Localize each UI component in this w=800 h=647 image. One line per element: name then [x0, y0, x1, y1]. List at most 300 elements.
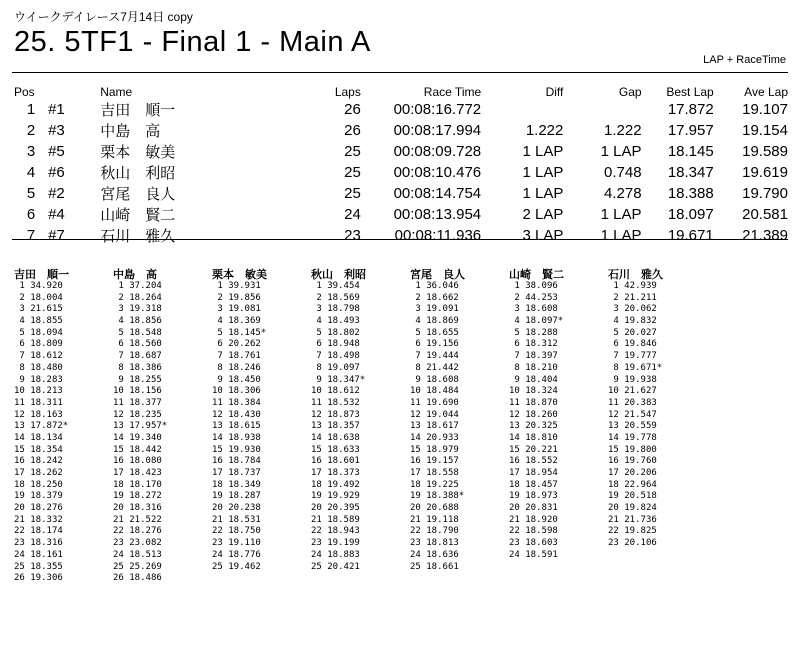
lap-time-value: 18.430	[228, 409, 261, 420]
lap-number: 2	[14, 292, 31, 303]
lap-time-value: 19.118	[426, 514, 459, 525]
lap-number: 13	[14, 421, 31, 432]
lap-number: 5	[608, 327, 625, 338]
lap-time-entry	[113, 293, 213, 305]
lap-time-entry	[212, 421, 312, 433]
lap-number: 8	[311, 362, 328, 373]
lap-time-value: 18.163	[30, 409, 63, 420]
lap-number: 24	[509, 549, 526, 560]
lap-time-entry	[212, 526, 312, 538]
lap-time-entry	[410, 339, 510, 351]
lap-time-value: 19.444	[426, 351, 459, 362]
lap-number: 2	[509, 292, 526, 303]
lap-number: 1	[113, 281, 130, 291]
diff-cell: 1 LAP	[522, 143, 564, 160]
best-lap-cell: 17.872	[667, 101, 714, 118]
lap-time-entry	[113, 281, 213, 293]
lap-number: 11	[212, 397, 229, 408]
lap-number: 23	[410, 538, 427, 549]
lap-number: 17	[14, 468, 31, 478]
lap-time-value: 17.872*	[30, 421, 69, 432]
lap-time-entry	[410, 550, 510, 562]
lap-time-value: 20.206	[624, 468, 657, 478]
lap-time-entry	[113, 316, 213, 328]
lap-number: 15	[113, 444, 130, 455]
lap-number: 7	[212, 351, 229, 362]
lap-number: 9	[410, 374, 427, 385]
lap-time-value: 19.462	[228, 561, 261, 572]
lap-time-value: 18.246	[228, 362, 261, 373]
lap-time-entry	[14, 562, 114, 574]
lap-time-entry	[509, 503, 609, 515]
lap-number: 25	[410, 561, 427, 572]
lap-time-value: 18.486	[129, 573, 162, 584]
lap-time-value: 18.145*	[228, 327, 267, 338]
lap-number: 20	[608, 503, 625, 514]
lap-number: 6	[14, 339, 31, 350]
lap-time-value: 18.776	[228, 549, 261, 560]
lap-time-value: 23.082	[129, 538, 162, 549]
lap-number: 23	[14, 538, 31, 549]
lap-time-value: 19.856	[228, 292, 261, 303]
laps-cell: 24	[344, 206, 361, 223]
lap-time-value: 19.825	[624, 526, 657, 537]
event-subtitle: ウイークデイレース7月14日 copy	[14, 10, 193, 24]
lap-time-value: 18.386	[129, 362, 162, 373]
lap-time-entry	[608, 304, 708, 316]
lap-time-entry	[14, 410, 114, 422]
lap-time-entry	[410, 363, 510, 375]
lap-time-entry	[113, 410, 213, 422]
lap-time-value: 21.627	[624, 386, 657, 397]
lap-time-entry	[212, 550, 312, 562]
lap-time-entry	[14, 550, 114, 562]
lap-time-entry	[608, 386, 708, 398]
col-diff: Diff	[545, 84, 564, 99]
lap-number: 24	[14, 549, 31, 560]
ave-lap-cell: 19.154	[742, 122, 788, 139]
lap-time-entry	[410, 445, 510, 457]
lap-time-value: 19.044	[426, 409, 459, 420]
lap-column	[212, 266, 312, 573]
lap-number: 24	[212, 549, 229, 560]
lap-time-entry	[509, 351, 609, 363]
lap-number: 13	[212, 421, 229, 432]
lap-number: 3	[608, 304, 625, 315]
lap-time-value: 19.225	[426, 479, 459, 490]
lap-time-entry	[509, 515, 609, 527]
diff-cell: 1.222	[525, 122, 564, 139]
lap-time-entry	[509, 316, 609, 328]
lap-time-value: 18.480	[30, 362, 63, 373]
race-time-cell: 00:08:16.772	[393, 101, 482, 118]
diff-cell: 2 LAP	[522, 206, 564, 223]
lap-number: 15	[608, 444, 625, 455]
lap-time-entry	[410, 526, 510, 538]
lap-time-value: 20.518	[624, 491, 657, 502]
lap-number: 16	[14, 456, 31, 467]
lap-number: 15	[14, 444, 31, 455]
lap-time-value: 18.612	[327, 386, 360, 397]
lap-number: 9	[113, 374, 130, 385]
lap-time-entry	[410, 503, 510, 515]
car-number-cell: #3	[48, 122, 65, 139]
lap-number: 4	[14, 316, 31, 327]
lap-number: 19	[14, 491, 31, 502]
lap-time-entry	[212, 445, 312, 457]
lap-number: 16	[509, 456, 526, 467]
lap-number: 16	[311, 456, 328, 467]
lap-number: 19	[311, 491, 328, 502]
lap-time-value: 20.062	[624, 304, 657, 315]
lap-time-entry	[608, 293, 708, 305]
lap-time-entry	[311, 421, 411, 433]
results-row	[14, 183, 788, 204]
race-time-cell: 00:08:17.994	[393, 122, 482, 139]
lap-time-value: 19.824	[624, 503, 657, 514]
driver-name-cell: 吉田 順一	[100, 102, 176, 119]
lap-time-entry	[509, 304, 609, 316]
pos-cell: 2	[26, 122, 36, 139]
lap-time-entry	[608, 339, 708, 351]
lap-number: 17	[311, 468, 328, 478]
lap-time-value: 18.979	[426, 444, 459, 455]
lap-time-value: 18.260	[525, 409, 558, 420]
lap-time-entry	[509, 468, 609, 480]
lap-number: 12	[113, 409, 130, 420]
lap-number: 20	[410, 503, 427, 514]
lap-time-value: 20.221	[525, 444, 558, 455]
lap-time-entry	[509, 538, 609, 550]
lap-time-entry	[311, 468, 411, 480]
lap-number: 2	[113, 292, 130, 303]
lap-time-entry	[14, 456, 114, 468]
lap-time-entry	[410, 375, 510, 387]
lap-time-value: 18.134	[30, 432, 63, 443]
lap-time-entry	[14, 421, 114, 433]
best-lap-cell: 18.347	[667, 164, 714, 181]
lap-number: 14	[311, 432, 328, 443]
lap-time-entry	[608, 316, 708, 328]
lap-time-entry	[14, 573, 114, 585]
lap-number: 1	[14, 281, 31, 291]
results-row	[14, 120, 788, 141]
lap-time-entry	[212, 281, 312, 293]
lap-number: 20	[311, 503, 328, 514]
lap-time-value: 18.442	[129, 444, 162, 455]
lap-number: 14	[509, 432, 526, 443]
lap-time-value: 18.423	[129, 468, 162, 478]
car-number-cell: #6	[48, 164, 65, 181]
lap-number: 15	[509, 444, 526, 455]
lap-number: 21	[509, 514, 526, 525]
lap-time-value: 18.869	[426, 316, 459, 327]
lap-time-value: 20.238	[228, 503, 261, 514]
lap-number: 6	[608, 339, 625, 350]
lap-number: 15	[410, 444, 427, 455]
lap-number: 25	[14, 561, 31, 572]
lap-time-value: 18.802	[327, 327, 360, 338]
lap-number: 18	[410, 479, 427, 490]
lap-number: 11	[410, 397, 427, 408]
lap-number: 17	[212, 468, 229, 478]
lap-number: 13	[410, 421, 427, 432]
lap-time-value: 22.964	[624, 479, 657, 490]
lap-time-entry	[212, 328, 312, 340]
lap-time-entry	[410, 386, 510, 398]
best-lap-cell: 19.671	[667, 227, 714, 244]
col-number	[48, 84, 100, 99]
lap-number: 6	[410, 339, 427, 350]
lap-time-value: 19.492	[327, 479, 360, 490]
lap-time-entry	[212, 386, 312, 398]
lap-time-value: 18.790	[426, 526, 459, 537]
lap-time-entry	[212, 363, 312, 375]
lap-number: 8	[608, 362, 625, 373]
col-ave-lap: Ave Lap	[744, 84, 788, 99]
lap-time-entry	[212, 562, 312, 574]
results-table	[14, 84, 788, 246]
lap-time-value: 18.633	[327, 444, 360, 455]
lap-time-entry	[509, 433, 609, 445]
diff-cell: 1 LAP	[522, 164, 564, 181]
laps-cell: 25	[344, 143, 361, 160]
driver-name-cell: 山崎 賢二	[100, 207, 176, 224]
lap-time-entry	[212, 538, 312, 550]
lap-number: 6	[212, 339, 229, 350]
lap-number: 21	[311, 514, 328, 525]
lap-time-entry	[410, 410, 510, 422]
lap-time-entry	[212, 375, 312, 387]
lap-time-entry	[410, 281, 510, 293]
lap-time-value: 19.690	[426, 397, 459, 408]
lap-number: 11	[113, 397, 130, 408]
lap-time-value: 18.354	[30, 444, 63, 455]
lap-time-entry	[509, 386, 609, 398]
lap-time-value: 18.601	[327, 456, 360, 467]
lap-time-entry	[14, 445, 114, 457]
lap-time-value: 18.312	[525, 339, 558, 350]
lap-time-value: 18.255	[129, 374, 162, 385]
lap-time-entry	[311, 550, 411, 562]
lap-time-entry	[410, 304, 510, 316]
lap-time-entry	[113, 503, 213, 515]
lap-number: 24	[410, 549, 427, 560]
lap-number: 22	[14, 526, 31, 537]
lap-number: 6	[311, 339, 328, 350]
race-time-cell: 00:08:13.954	[393, 206, 482, 223]
lap-number: 23	[113, 538, 130, 549]
lap-time-value: 18.687	[129, 351, 162, 362]
lap-time-value: 20.395	[327, 503, 360, 514]
lap-time-entry	[14, 363, 114, 375]
lap-time-entry	[113, 562, 213, 574]
results-row	[14, 162, 788, 183]
lap-time-value: 18.558	[426, 468, 459, 478]
lap-time-entry	[212, 339, 312, 351]
lap-time-value: 18.603	[525, 538, 558, 549]
lap-time-entry	[608, 421, 708, 433]
lap-number: 6	[509, 339, 526, 350]
lap-column-driver: 吉田 順一	[14, 269, 69, 281]
lap-number: 1	[608, 281, 625, 291]
lap-number: 21	[410, 514, 427, 525]
lap-number: 16	[608, 456, 625, 467]
lap-time-value: 19.081	[228, 304, 261, 315]
ave-lap-cell: 21.389	[742, 227, 788, 244]
lap-number: 19	[410, 491, 427, 502]
lap-time-value: 19.199	[327, 538, 360, 549]
lap-number: 14	[113, 432, 130, 443]
lap-number: 10	[14, 386, 31, 397]
lap-number: 10	[608, 386, 625, 397]
lap-time-value: 19.777	[624, 351, 657, 362]
lap-time-value: 18.617	[426, 421, 459, 432]
lap-time-value: 18.608	[525, 304, 558, 315]
lap-time-value: 19.846	[624, 339, 657, 350]
driver-name-cell: 栗本 敏美	[100, 144, 176, 161]
lap-number: 18	[608, 479, 625, 490]
col-pos: Pos	[14, 84, 35, 99]
lap-time-entry	[311, 503, 411, 515]
lap-time-entry	[311, 375, 411, 387]
lap-time-value: 20.027	[624, 327, 657, 338]
page-title: 25. 5TF1 - Final 1 - Main A	[14, 26, 371, 58]
results-row	[14, 141, 788, 162]
lap-time-value: 18.004	[30, 292, 63, 303]
lap-number: 17	[509, 468, 526, 478]
lap-time-entry	[311, 363, 411, 375]
lap-time-value: 18.272	[129, 491, 162, 502]
pos-cell: 7	[26, 227, 36, 244]
lap-time-entry	[113, 398, 213, 410]
lap-number: 17	[608, 468, 625, 478]
lap-number: 3	[14, 304, 31, 315]
lap-time-value: 18.612	[30, 351, 63, 362]
lap-number: 10	[311, 386, 328, 397]
lap-time-entry	[410, 421, 510, 433]
lap-time-entry	[608, 433, 708, 445]
lap-number: 20	[212, 503, 229, 514]
lap-time-value: 18.250	[30, 479, 63, 490]
lap-number: 20	[509, 503, 526, 514]
lap-number: 8	[14, 362, 31, 373]
lap-number: 14	[410, 432, 427, 443]
lap-time-value: 18.306	[228, 386, 261, 397]
lap-time-value: 19.778	[624, 432, 657, 443]
lap-time-entry	[113, 468, 213, 480]
lap-time-value: 18.094	[30, 327, 63, 338]
lap-time-entry	[311, 445, 411, 457]
car-number-cell: #7	[48, 227, 65, 244]
best-lap-cell: 18.097	[667, 206, 714, 223]
lap-time-value: 18.384	[228, 397, 261, 408]
lap-time-value: 18.655	[426, 327, 459, 338]
lap-time-value: 18.589	[327, 514, 360, 525]
lap-time-value: 18.598	[525, 526, 558, 537]
diff-cell: 1 LAP	[522, 185, 564, 202]
lap-number: 1	[509, 281, 526, 291]
lap-time-value: 18.662	[426, 292, 459, 303]
lap-time-entry	[509, 410, 609, 422]
lap-time-entry	[113, 538, 213, 550]
lap-time-value: 18.287	[228, 491, 261, 502]
lap-time-entry	[608, 503, 708, 515]
lap-time-value: 18.591	[525, 549, 558, 560]
gap-cell	[563, 99, 641, 120]
gap-cell: 0.748	[604, 164, 642, 181]
lap-time-entry	[212, 410, 312, 422]
lap-number: 18	[14, 479, 31, 490]
lap-number: 4	[410, 316, 427, 327]
gap-cell: 4.278	[604, 185, 642, 202]
lap-time-entry	[311, 328, 411, 340]
lap-time-value: 18.954	[525, 468, 558, 478]
lap-number: 16	[113, 456, 130, 467]
lap-time-value: 18.870	[525, 397, 558, 408]
lap-time-value: 18.798	[327, 304, 360, 315]
results-divider	[12, 239, 788, 240]
lap-time-value: 20.383	[624, 397, 657, 408]
lap-time-entry	[608, 515, 708, 527]
lap-time-value: 18.156	[129, 386, 162, 397]
lap-time-value: 18.288	[525, 327, 558, 338]
lap-time-entry	[311, 293, 411, 305]
lap-time-entry	[509, 398, 609, 410]
lap-time-entry	[509, 328, 609, 340]
lap-number: 5	[212, 327, 229, 338]
lap-time-value: 18.484	[426, 386, 459, 397]
lap-time-entry	[410, 515, 510, 527]
lap-time-entry	[113, 456, 213, 468]
lap-time-value: 20.688	[426, 503, 459, 514]
lap-number: 11	[14, 397, 31, 408]
lap-time-entry	[608, 456, 708, 468]
lap-number: 13	[509, 421, 526, 432]
lap-number: 7	[14, 351, 31, 362]
laps-cell: 26	[344, 122, 361, 139]
lap-number: 11	[311, 397, 328, 408]
lap-time-entry	[608, 281, 708, 293]
lap-time-entry	[212, 515, 312, 527]
lap-number: 23	[509, 538, 526, 549]
lap-number: 23	[212, 538, 229, 549]
lap-column-driver: 石川 雅久	[608, 269, 663, 281]
lap-time-value: 21.211	[624, 292, 657, 303]
lap-time-entry	[14, 515, 114, 527]
lap-number: 22	[608, 526, 625, 537]
lap-time-value: 25.269	[129, 561, 162, 572]
lap-time-value: 20.325	[525, 421, 558, 432]
lap-time-value: 19.671*	[624, 362, 663, 373]
lap-number: 23	[608, 538, 625, 549]
lap-time-value: 18.235	[129, 409, 162, 420]
lap-time-entry	[212, 293, 312, 305]
lap-number: 25	[212, 561, 229, 572]
lap-time-entry	[410, 433, 510, 445]
lap-time-entry	[113, 386, 213, 398]
lap-time-value: 19.097	[327, 362, 360, 373]
lap-time-entry	[608, 375, 708, 387]
lap-column	[311, 266, 411, 573]
lap-number: 18	[311, 479, 328, 490]
lap-time-entry	[509, 375, 609, 387]
lap-time-entry	[113, 328, 213, 340]
lap-time-value: 18.532	[327, 397, 360, 408]
lap-time-value: 19.760	[624, 456, 657, 467]
lap-time-value: 18.560	[129, 339, 162, 350]
lap-time-value: 18.355	[30, 561, 63, 572]
